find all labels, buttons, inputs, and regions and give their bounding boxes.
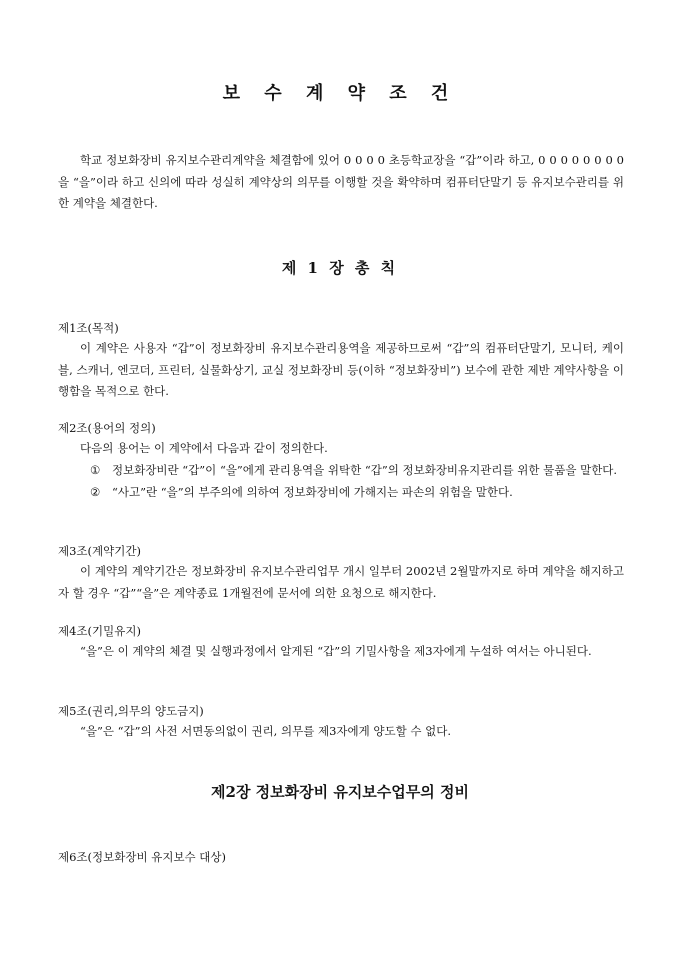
article-3-body: 이 계약의 계약기간은 정보화장비 유지보수관리업무 개시 일부터 2002년 2월말까지로 하며 계약을 해지하고자 할 경우 “갑”“을”은 계약종료 1개월전에 문서에 의한 요청으로 해지한다. bbox=[58, 564, 624, 600]
document-title: 보 수 계 약 조 건 bbox=[222, 83, 458, 104]
item-number: ② bbox=[90, 484, 101, 499]
intro-paragraph: 학교 정보화장비 유지보수관리계약을 체결함에 있어 0 0 0 0 초등학교장을 “갑”이라 하고, 0 0 0 0 0 0 0 0 을 “을”이라 하고 신의에 따라 성실히 계약상의 의무를 이행할 것을 확약하며 컴퓨터단말기 등 유지보수관리를 위한 계약을 체결한다. bbox=[58, 153, 624, 210]
chapter-1-heading: 제 1 장 총 칙 bbox=[281, 259, 399, 277]
article-5-body: “을”은 “갑”의 사전 서면동의없이 권리, 의무를 제3자에게 양도할 수 없다. bbox=[80, 724, 451, 738]
article-3-title: 제3조(계약기간) bbox=[58, 544, 141, 558]
item-number: ① bbox=[90, 463, 101, 477]
chapter-2-heading: 제2장 정보화장비 유지보수업무의 정비 bbox=[211, 783, 469, 801]
article-4-body: “을”은 이 계약의 체결 및 실행과정에서 알게된 “갑”의 기밀사항을 제3자에게 누설하 여서는 아니된다. bbox=[80, 644, 592, 658]
article-2-title: 제2조(용어의 정의) bbox=[58, 421, 156, 435]
list-item bbox=[90, 482, 624, 504]
item-text: “사고”란 “을”의 부주의에 의하여 정보화장비에 가해지는 파손의 위험을 말한다. bbox=[112, 484, 513, 499]
list-item bbox=[90, 460, 624, 482]
definition-list bbox=[90, 460, 624, 503]
article-4-title: 제4조(기밀유지) bbox=[58, 624, 141, 638]
article-5-title: 제5조(권리,의무의 양도금지) bbox=[58, 704, 204, 718]
article-6-title: 제6조(정보화장비 유지보수 대상) bbox=[58, 850, 227, 864]
article-2-body: 다음의 용어는 이 계약에서 다음과 같이 정의한다. bbox=[80, 441, 328, 455]
article-1-title: 제1조(목적) bbox=[58, 321, 119, 335]
article-1-body: 이 계약은 사용자 “갑”이 정보화장비 유지보수관리용역을 제공하므로써 “갑”의 컴퓨터단말기, 모니터, 케이블, 스캐너, 엔코더, 프린터, 실물화상기, 교실 정보화장비 등(이하 “정보화장비”) 보수에 관한 제반 계약사항을 이행함을 목적으로 한다. bbox=[58, 341, 624, 398]
item-text: 정보화장비란 “갑”이 “을”에게 관리용역을 위탁한 “갑”의 정보화장비유지관리를 위한 물품을 말한다. bbox=[112, 463, 618, 477]
